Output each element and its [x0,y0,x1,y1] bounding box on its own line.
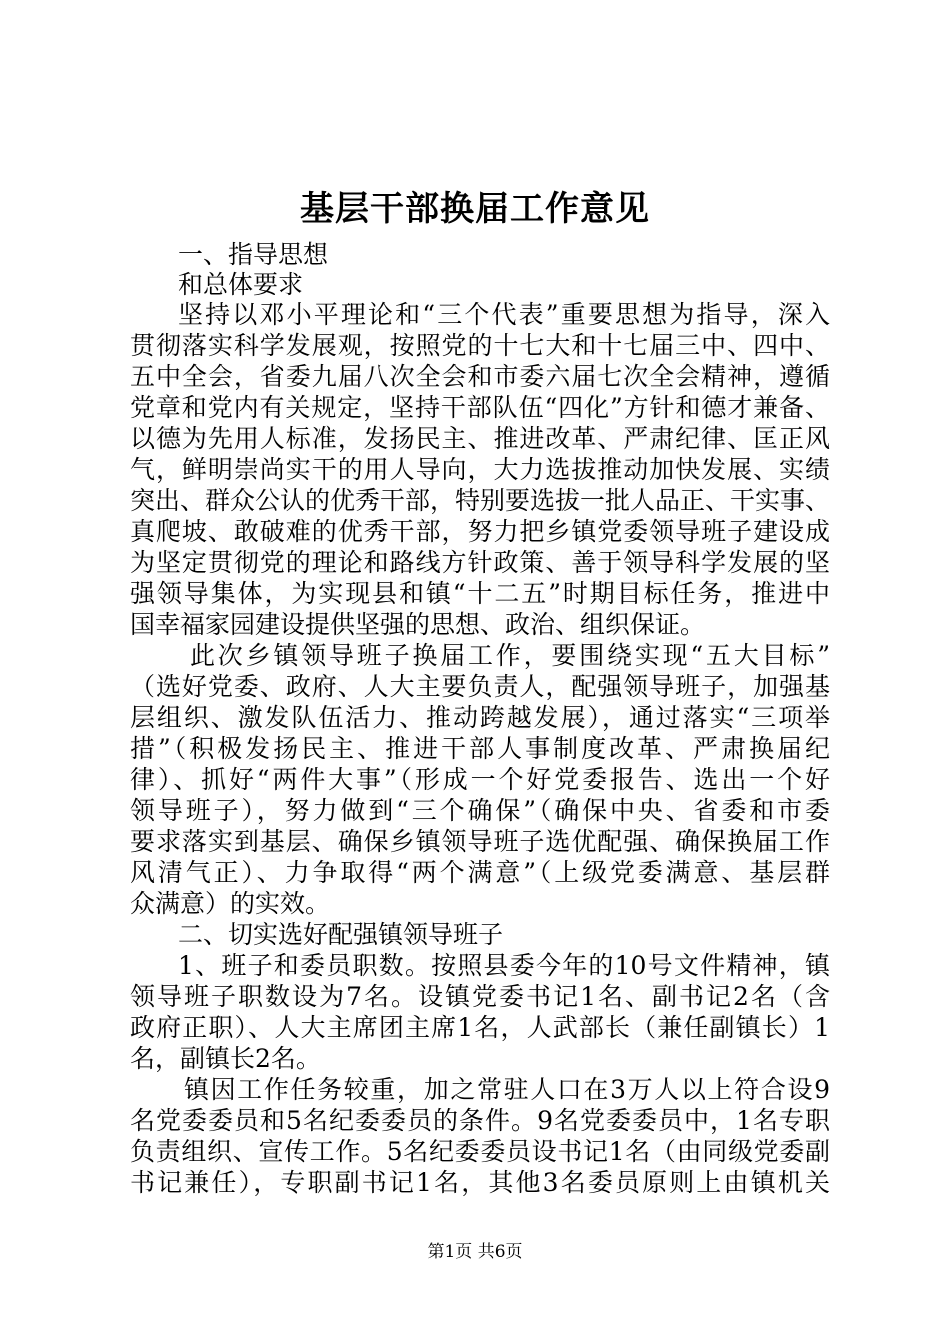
paragraph-line: 突出、群众公认的优秀干部，特别要选拔一批人品正、干实事、 [130,486,831,515]
paragraph-line: 强领导集体，为实现县和镇“十二五”时期目标任务，推进中 [130,579,830,608]
paragraph-line: 书记兼任），专职副书记1名，其他3名委员原则上由镇机关 [130,1168,830,1197]
paragraph-line: 气，鲜明崇尚实干的用人导向，大力选拔推动加快发展、实绩 [130,455,830,484]
paragraph-line: 措”（积极发扬民主、推进干部人事制度改革、严肃换届纪 [130,734,830,763]
paragraph-line: 党章和党内有关规定，坚持干部队伍“四化”方针和德才兼备、 [130,393,830,422]
paragraph-line: 众满意）的实效。 [130,889,331,918]
section-heading-2: 二、切实选好配强镇领导班子 [178,920,504,949]
paragraph-line: 以德为先用人标准，发扬民主、推进改革、严肃纪律、匡正风 [130,424,830,453]
paragraph-line: 要求落实到基层、确保乡镇领导班子选优配强、确保换届工作 [130,827,830,856]
section-heading-1-cont: 和总体要求 [178,270,304,299]
paragraph-line: 镇因工作任务较重，加之常驻人口在3万人以上符合设9 [184,1075,830,1104]
paragraph-line: （选好党委、政府、人大主要负责人，配强领导班子，加强基 [130,672,830,701]
paragraph-line: 1、班子和委员职数。按照县委今年的10号文件精神，镇 [178,951,830,980]
paragraph-line: 名党委委员和5名纪委委员的条件。9名党委委员中，1名专职 [130,1106,830,1135]
paragraph-line: 领导班子职数设为7名。设镇党委书记1名、副书记2名（含 [130,982,830,1011]
page-footer: 第1页 共6页 [427,1242,523,1262]
paragraph-line: 政府正职）、人大主席团主席1名，人武部长（兼任副镇长）1 [130,1013,830,1042]
paragraph-line: 风清气正）、力争取得“两个满意”（上级党委满意、基层群 [130,858,830,887]
paragraph-line: 律）、抓好“两件大事”（形成一个好党委报告、选出一个好 [130,765,830,794]
paragraph-line: 国幸福家园建设提供坚强的思想、政治、组织保证。 [130,610,706,639]
paragraph-line: 此次乡镇领导班子换届工作，要围绕实现“五大目标” [190,641,830,670]
paragraph-line: 层组织、激发队伍活力、推动跨越发展），通过落实“三项举 [130,703,830,732]
paragraph-line: 为坚定贯彻党的理论和路线方针政策、善于领导科学发展的坚 [130,548,830,577]
paragraph-line: 负责组织、宣传工作。5名纪委委员设书记1名（由同级党委副 [130,1137,830,1166]
document-title: 基层干部换届工作意见 [300,189,650,229]
paragraph-line: 贯彻落实科学发展观，按照党的十七大和十七届三中、四中、 [130,331,830,360]
paragraph-line: 领导班子），努力做到“三个确保”（确保中央、省委和市委 [130,796,830,825]
paragraph-line: 名，副镇长2名。 [130,1044,321,1073]
section-heading-1: 一、指导思想 [178,240,329,269]
paragraph-line: 坚持以邓小平理论和“三个代表”重要思想为指导，深入 [178,300,830,329]
paragraph-line: 五中全会，省委九届八次全会和市委六届七次全会精神，遵循 [130,362,830,391]
paragraph-line: 真爬坡、敢破难的优秀干部，努力把乡镇党委领导班子建设成 [130,517,830,546]
